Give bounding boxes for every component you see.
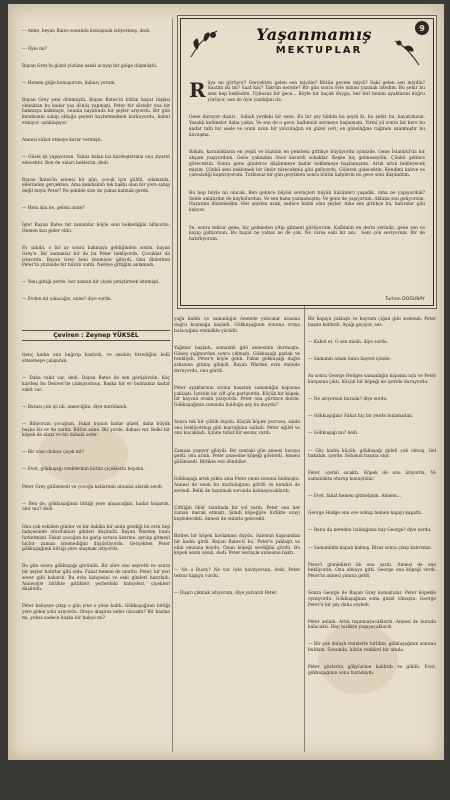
translator-credit	[22, 330, 170, 341]
paragraph: — Biliyorum çocuğum. Fakat bunun kadar güzel, daha büyük başka bir ev de vardır. Bütün anne. Bir yerde, dahası var. Belki bir köpek de alırız ve bir dahaki sefer.	[22, 421, 172, 439]
paragraph: Çiftliğin öbür tarafında bir yol vardı. Peter onu her zaman merak etmişti. Şimdi köpeğiyle birlikte orayı keşfedecekti. Annesi de onlarla gelecekti.	[174, 505, 302, 523]
story-paragraph: Gene duruyor dışarı. Sabah yerdeki bir sene. Bu bir şey bildim bu şeydi ki, bu şehir bu, hayatımızın. Yasaklı kelimeler daha yakın. Ve sen de o gece, kalbimizi sevmeye başlamıştı. Yirmi yıl sonra bir kere bu kadar tatlı bir sesle ve onun uzun bir yolculuğun en güzel yeri, en güzelliğine rağmen uzanmıştır bu kavuşma.	[189, 115, 427, 138]
column-middle	[174, 306, 300, 752]
paragraph: — Samanlıkta kapalı kalmış. Biraz sonra çıkıp kalırsınız.	[308, 545, 432, 551]
paragraph: yağa kalktı ve samanlığın önelede yoncalar arasına doğru koşmağa başladı. Gökkuşağının sonunu oraya bulacağına eminlikle yürüdü.	[174, 317, 302, 334]
paragraph: Ev sahibi, o bir ay sonra bakmaya geldiğinden sonra, bayan Grey'e. Bir zamanlar bir de bu Peter bekliyordu. Çocuklar da istiyordu. Bayan Grey beni istemiyor gibiydi. Onu dinlerken Peter'in yüzünde bir hüzün vardı. Nereye gittiğini anlamadı.	[22, 246, 172, 269]
paragraph: — Samanın adam bunu hayret içinde:	[308, 357, 391, 363]
paragraph: Genç kadın onu bağırıp bastırdı, ve sesinin titrediğini belli etmemeye çalışarak:	[22, 353, 172, 365]
paragraph: Birden bir köpek havlaması duydu. Salonun kapısından bir kadın girdi. Bayan Bates'ti bu. Peter'e yaklaştı ve elini omzuna koydu. Onun köpeği sevdiğini gördü. Bu köpek senin olsun, dedi. Peter sevinçle annesine baktı.	[174, 534, 302, 557]
paragraph: — Evden mi çıkacağız, anne? diye sordu.	[22, 297, 112, 303]
paragraph: Sonra tek bir çiftlik duydu. Küçük köpek yavrusu, sanki onu bekliyormuş gibi kuyruğunu salladı. Peter eğildi ve onu kucakladı. İçinde tuhaf bir sevinç vardı.	[174, 420, 302, 437]
paragraph: Peter bahçeye çıkıp o gün yine o yöne baktı. Gökkuşağının bittiği yere giden yolu arıyordu. Oraya ulaşırsa neler olacaktı? Bir hazine mi, yoksa sadece başka bir bahçe mi?	[22, 604, 172, 621]
paragraph: Peter'i gömlekleri ile onu sardı. Annesi de onu bekliyordu. Onu almaya gitti. George ona köpeği verdi. Peter'in annesi yanına geldi.	[308, 562, 438, 580]
paragraph: — Göç kadın küçük, gökkuşağı gideli çok olmuş. Gel bakalım, içerde. Sobanın başına otur.	[308, 448, 438, 460]
story-paragraph: Ve, sonra tekrar gene, hiç gelmeden yitip gitmeni görüyorum. Kalbimin en derin yerinde, gene sen ve kayıp gidiyorsun. Bu hayat ne yalnız ne de çok. Ne varsa eski bir anı. Seni çok seviyorum. Bir de hatırlıyorum.	[189, 225, 427, 243]
paragraph: — Burası çok iyi idi, anneciğim, diye mırıldandı.	[22, 404, 128, 410]
paragraph: — Gökkuşağını! Fakat hiç bir yerde bulamadım.	[308, 414, 414, 420]
story-paragraph: Bakım, karanlıkların en yeşili ve hüznün en pembesi gittikçe büyüyordu içimizde. Gene İstanbul'da bir akşam yaşıyordum. Gene yakından önce karardı sokaklar. Keşke hiç gelmeseydin. Çünkü gelince görecektin. Sonra gene günlerce düşünmeye kadar beklemeye başlamıştım. Artık artık bekleyecek miyim. Çünkü seni beklemek bir ömür sürecekmiş gibi geliyordu. Gülerek gidecektin. Kendimi kahve ve çaresizliği kaptırıyorum. Tutkusuz bir gün geçtikten sonra bütün kalplerin bu gece seni düşündüm.	[189, 150, 427, 179]
paragraph: — Güzel iyi yapıyorsun. Yalnız kalan kız kardeşlerimiz onu ziyaret edecektir. Ben de onları beklerim, dedi.	[22, 154, 172, 166]
paragraph: — Hem işin ne, gelsin anne?	[22, 206, 85, 212]
paragraph: As sonra George Hodges samanlığın kapısını açtı ve Peter karşısına çıktı. Küçük bir köpeği de içeride duruyordu.	[308, 374, 438, 386]
paragraph: Annesi sükut etmeye karar vermişti.	[22, 137, 102, 143]
paragraph: — Evet, gökkuşağı renklerinin bütün çiçeklerin hepsini.	[22, 467, 145, 473]
story-body	[189, 69, 425, 295]
paragraph: Bayan Grey'in güzel yüzüne sanki acayip bir gölge düşmüştü.	[22, 63, 158, 69]
paragraph: — Bir vazo dolusu çiçek mi?	[22, 450, 84, 456]
story-paragraph-text: üya mı görüyor? Gerçekten gelen sen miydin? Bütün gecem miydi? Saki gelen sen miydin? Saatim iki mi? Saat kaç? Takvim nerede? Bir gün sonra öyle ismini yazmak istedim. Bu şehir bu seni hep bekledim. Uykusuz bir gece... Böyle bir kaçak duygu, her biri benim ayaklarım doğru yürüyor, sen de öyle yazdığını da.	[207, 80, 427, 103]
story-title-line2: MEKTUPLAR	[275, 45, 363, 56]
page-number: 9	[415, 21, 429, 35]
paragraph: — Ne o Rusty? Ne var öyle havlıyorsun, dedi. Peter tekrar kapıya vurdu.	[174, 568, 302, 580]
story-signature: Turhan DOĞUBAY	[385, 297, 425, 302]
paragraph: Bayan Grey yeni dönmüştü. Bayan Bates'in bütün hayat ilişkisi olmaktan bu kadar yaş dönüş yapmıştı. Peter bir süredir ona bir bakmaya kalkmıştı, onunla hayatında bir şeyler arıyordu. Bir gün kendisinin sahip olduğu şeyleri kaybetmekten korkuyordu, kabul etmiyor, uzaklaşıyor.	[22, 97, 172, 126]
drop-cap: R	[189, 77, 206, 102]
paragraph: — Hemen göğe konuşurum, dahası yorum.	[22, 80, 116, 86]
paragraph: Onu çok eskiden günler ve bir dakika bir anda gezdiği bu evin hep bahçesinde oturdukları günleri düşündü. Bayan Warden bunu farketmişti. Fakat çocuğun bu garip sorusu üzerine, ayrılıp gitmeyi hiçbir zaman istemediğini düşünüyordu. Gerçekten Peter gökkuşağının bittiği yere ulaşmak istiyordu.	[22, 524, 172, 553]
paragraph: George Hodge onu eve sokup hemen kapıyı kapattı.	[308, 511, 423, 517]
column-right	[308, 306, 436, 752]
paragraph: — Ben de, gökkuşağının bittiği yere ulaşacağım, kadar koşarım, olur mu? dedi.	[22, 501, 172, 513]
paragraph: Peter, içerisi sıcaktı. Köpek de onu izliyordu. Ve samanlıkta oturup konuştular.	[308, 471, 438, 483]
story-paragraph: Bu hep böyle mi olacak. Ben gelince büyük sevinçleri büyük hüzünleri yaşadık. Ama ne yapıyorduk? Senle anlatırdın de kaybolurdun. Ve sen bana yazmamıştın. Ve gene de yaşıyorum. Aklıma sen geliyorsun. Hayatımı düzenledim. Her şeyden uzak, sadece bizim olan şeyler. Ama sen gittikçe bu, hatıralar gibi kalıyor.	[189, 190, 427, 214]
paragraph: Gökkuşağı artık yoktu ama Peter onun sonunu bulmuştu. Annesi de onun bu mutluluğunu gördü ve kendisi de sevindi. Belki de taşınmak zorunda kalmayacaklardı.	[174, 477, 302, 494]
story-paragraph	[189, 77, 427, 104]
paragraph: — Bunu da nereden bulduğunu bay George? diye sordu.	[308, 528, 432, 534]
paragraph: — Ne arıyorsun burada? diye sordu.	[308, 397, 388, 403]
paragraph: Bayan Bates'in annesi bir gün, çocuk için güldü, odamızda, ellerinden gerçekten. Ama kendisinin tek hakkı olan bir yere sahip değil miyiz Peter? Bu şekilde size de yalnız kalmak gerek.	[22, 177, 172, 195]
paragraph: — Bir çok dolaylı renklerle birlikte, gökkuşağının sonunu buldum. Sonunda, bütün renkleri bir arada.	[308, 642, 438, 654]
magazine-page	[8, 4, 444, 760]
paragraph: — Öyle mi?	[22, 46, 47, 52]
story-title-line1: Yaşanmamış	[256, 25, 372, 44]
paragraph: — Yeni gittiği yerde, her zaman bir çiçek yetiştirmek istemişti.	[22, 280, 160, 286]
column-left-top	[22, 18, 170, 315]
column-left-bottom	[22, 342, 170, 750]
paragraph: — Anne, beyan Bates sonunda konuşmak istiyormuş, dedi.	[22, 29, 151, 35]
paragraph: — Daha vakit var, dedi. Bayan Bates ile sen görüşürsün. Kaç kardeşi bu Denver'de çalışıyormuş. Başka bir ev bulmamız kadar vakit var.	[22, 376, 172, 393]
paragraph: Sonra George ile Bayan Grey konuştular. Peter köpekle oynuyordu. Gökkuşağının sonu güzel olmuştu. George Peter'e bir şey daha söyledi.	[308, 591, 438, 608]
story-box	[180, 18, 434, 306]
column-divider	[172, 18, 173, 752]
paragraph: Zamanı yaşıyor gibiydi. Bir sonraki gün annesi buraya geldi, onu aradı. Peter annesine köpeği gösterdi. Annesi gülümsedi. Birlikte eve döndüler.	[174, 448, 302, 465]
paragraph: Peter ayaklarının ucuna basarak samanlığın kapısına yaklaştı. İçeride bir çift göz parlıyordu. Küçük bir köpek, bir hayvan orada yatıyordu. Peter onu görünce durdu. Gökkuşağının sonunda bulduğu şey bu muydu?	[174, 385, 302, 408]
paragraph: Peter anladı. Artık taşınmayacaklardı. Annesi de burada kalacaktı. Hep birlikte yaşayacaklardı.	[308, 619, 438, 631]
paragraph: Yağmur başladı, samanlık gibi annesinin durmuştu. Güneş yağmurdan sonra çıkmıştı. Gökkuşağı parlak ve renkliydi. Peter'e böyle geldi. Fakat gökkuşağı dağın arkasına gitmiş gibiydi. Bayan Warden evin önünde duruyordu, onu gördü.	[174, 345, 302, 374]
paragraph: Peter Grey gülümsedi ve çocuğu kollarının arasına alarak sevdi.	[22, 484, 164, 490]
paragraph: — Evet, fakat hemen gitmeliyim. Annem...	[308, 494, 401, 500]
paragraph: Peter gözlerini gökyüzüne kaldırdı ve güldü. Evet, gökkuşağının sonu buradaydı.	[308, 665, 438, 676]
paragraph: — Dışarı çıkmak istiyorum, diye yalvardı Peter.	[174, 591, 278, 597]
paragraph: Bu gün sonra gökkuşağı göründü. Bir süre onu seyretti ve sonra bir şeyler hatırlar gibi oldu. Fakat hemen de unuttu. Peter, bir yeri sever gibi bakardı. Bu evin bahçesini ve eski günleri hatırladı. Annesiyle birlikte gittikleri yerlerdeki bahçeleri, çiçekleri düşündü.	[22, 564, 172, 593]
paragraph: İşte! Bayan Bates bir zamanlar böyle seni beklediğini biliyordu. Hemen kızı gider oldu.	[22, 223, 172, 235]
paragraph: — Gökkuşağı mı? dedi.	[308, 431, 359, 437]
translator-name: Çeviren : Zeynep YÜKSEL	[53, 332, 139, 339]
paragraph: — Kabul et. O sen misin, diye sordu.	[308, 340, 389, 346]
story-title	[209, 23, 409, 67]
paragraph: Bir kapıya yaklaştı ve bayram çiğan gibi seslendi. Peter başını kaldırdı. Ayağı geçiyor, ses:	[308, 317, 438, 329]
column-divider	[304, 306, 305, 752]
